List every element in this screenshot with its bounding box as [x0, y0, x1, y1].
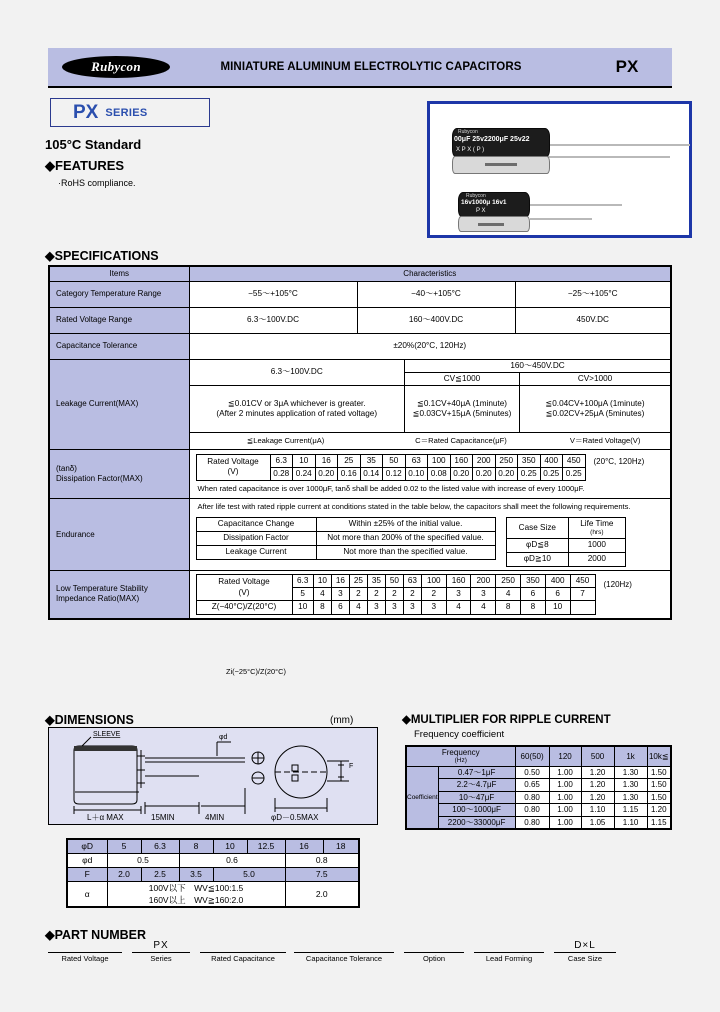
label-15min: 15MIN: [151, 813, 175, 822]
lowtemp-label-2: Impedance Ratio(MAX): [56, 594, 140, 604]
ripple-table: [405, 745, 672, 830]
tand-voltage: 200: [473, 454, 496, 467]
life-header-line1: Life Time: [580, 518, 614, 528]
endurance-criterion-name: Leakage Current: [196, 545, 316, 559]
tand-voltage: 16: [315, 454, 338, 467]
tand-voltage: 250: [495, 454, 518, 467]
lowtemp-z25: 2: [385, 588, 403, 601]
dimensions-unit: (mm): [330, 715, 354, 726]
leakage-cvle-2: ≦0.03CV+15μA (5minutes): [412, 408, 512, 418]
specifications-heading: ◆SPECIFICATIONS: [45, 249, 159, 263]
lowtemp-z40: 4: [349, 601, 367, 614]
life-case-size: φD≧10: [506, 552, 569, 566]
lowtemp-voltage: 100: [421, 574, 446, 587]
lowtemp-z25: 4: [313, 588, 331, 601]
table-row: [190, 386, 671, 432]
dim-phid: 0.5: [107, 853, 179, 867]
ripple-col: 60(50): [515, 746, 549, 766]
lowtemp-z25: 2: [349, 588, 367, 601]
tand-value: 0.12: [383, 467, 406, 480]
dim-alpha-text-2: 160V以上 WV≧160:2.0: [148, 894, 244, 905]
lowtemp-z40: 8: [521, 601, 546, 614]
ripple-value: 1.50: [647, 779, 671, 792]
lowtemp-z40: 4: [471, 601, 496, 614]
table-row: [49, 333, 671, 359]
dim-F: 2.5: [141, 867, 179, 881]
table-row: [506, 538, 625, 552]
endurance-criterion-name: Capacitance Change: [196, 517, 316, 531]
pn-code: PX: [132, 940, 190, 953]
dim-phiD: 6.3: [141, 839, 179, 853]
dim-phiD: 10: [213, 839, 247, 853]
table-row: [506, 552, 625, 566]
tand-value: 0.20: [450, 467, 473, 480]
tand-row-header-2: (V): [227, 467, 239, 477]
dim-row-label-phid: φd: [67, 853, 107, 867]
dim-F: 7.5: [285, 867, 359, 881]
tand-value: 0.25: [518, 467, 541, 480]
ripple-value: 1.00: [549, 791, 581, 804]
pn-code: ＿: [294, 940, 394, 953]
label-f: F: [349, 763, 354, 770]
pn-label: Option: [422, 954, 446, 963]
leakage-legend-2: C＝Rated Capacitance(μF): [415, 435, 507, 445]
ripple-corner-1: Frequency: [441, 748, 480, 758]
leakage-subtable: [190, 360, 671, 432]
ripple-value: 0.50: [515, 766, 549, 779]
leakage-group-low: 6.3～100V.DC: [190, 360, 405, 386]
row-label-tand: [49, 449, 189, 499]
ripple-corner-2: (Hz): [454, 757, 467, 765]
lowtemp-z40: 3: [385, 601, 403, 614]
ripple-subheading: Frequency coefficient: [414, 729, 505, 740]
table-row: [49, 359, 671, 432]
cap2-lead-1: [530, 204, 622, 206]
table-row: [406, 766, 671, 779]
ripple-col: 1k: [614, 746, 647, 766]
label-phi-d-small: φd: [219, 734, 228, 741]
pn-segment: [404, 940, 464, 963]
tand-voltage: 35: [360, 454, 383, 467]
lowtemp-voltage: 63: [403, 574, 421, 587]
ripple-value: 1.15: [614, 804, 647, 817]
lowtemp-voltage: 50: [385, 574, 403, 587]
ripple-value: 1.00: [549, 766, 581, 779]
dim-row-label-alpha: α: [67, 881, 107, 907]
tand-voltage: 25: [338, 454, 361, 467]
series-badge: [50, 98, 210, 127]
ripple-col: 500: [581, 746, 614, 766]
cap1-line1: 00μF 25v2200μF 25v22: [454, 136, 530, 143]
cap1-brand: Rubycon: [458, 129, 478, 135]
tand-value: 0.20: [473, 467, 496, 480]
dim-alpha-text-1: 100V以下 WV≦100:1.5: [148, 882, 244, 893]
lowtemp-z40: 3: [367, 601, 385, 614]
row-label-cap-tolerance: Capacitance Tolerance: [49, 333, 189, 359]
lowtemp-z25: 2: [421, 588, 446, 601]
endurance-criterion-value: Within ±25% of the initial value.: [316, 517, 495, 531]
lowtemp-voltage: 16: [331, 574, 349, 587]
tand-value: 0.14: [360, 467, 383, 480]
ripple-value: 1.20: [647, 804, 671, 817]
dim-alpha-value: 2.0: [285, 881, 359, 907]
rated-voltage-v3: 450V.DC: [515, 307, 671, 333]
lowtemp-z40: 8: [313, 601, 331, 614]
cap2-vent: [478, 223, 504, 226]
dim-phiD: 8: [179, 839, 213, 853]
leakage-cvgt-values: [520, 386, 671, 432]
table-row: [67, 881, 359, 907]
tand-voltage: 50: [383, 454, 406, 467]
dim-F: 3.5: [179, 867, 213, 881]
ripple-value: 1.30: [614, 766, 647, 779]
table-row: [406, 816, 671, 829]
tand-value: 0.25: [563, 467, 586, 480]
lowtemp-voltage: 25: [349, 574, 367, 587]
ripple-value: 1.20: [581, 779, 614, 792]
label-phi-d-max: φD－0.5MAX: [271, 813, 319, 822]
ripple-side-label: Coefficient: [406, 766, 438, 829]
table-row: [196, 545, 495, 559]
tand-value: 0.28: [270, 467, 293, 480]
dim-phiD: 18: [323, 839, 359, 853]
table-row: [49, 499, 671, 571]
lowtemp-z25-label: Zi(−25°C)/Z(20°C): [226, 667, 286, 676]
specifications-table: [48, 265, 672, 620]
ripple-range: 2200～33000μF: [438, 816, 515, 829]
ripple-value: 1.00: [549, 779, 581, 792]
ripple-corner: [406, 746, 515, 766]
pn-segment: [554, 940, 616, 963]
table-row: [67, 839, 359, 853]
table-row: [49, 570, 671, 618]
header-title: MINIATURE ALUMINUM ELECTROLYTIC CAPACITORS: [220, 61, 522, 73]
ripple-col: 10k≦: [647, 746, 671, 766]
row-label-leakage: Leakage Current(MAX): [49, 359, 189, 449]
lowtemp-label-1: Low Temperature Stability: [56, 584, 148, 594]
lowtemp-z25: 2: [403, 588, 421, 601]
table-row: [196, 574, 595, 587]
ripple-value: 1.00: [549, 816, 581, 829]
cat-temp-v2: −40～+105°C: [357, 281, 515, 307]
dim-phid: 0.8: [285, 853, 359, 867]
temperature-standard: 105°C Standard: [45, 137, 142, 152]
ripple-value: 0.80: [515, 804, 549, 817]
lowtemp-voltage: 160: [446, 574, 471, 587]
pn-code: ＿＿＿: [404, 940, 464, 953]
ripple-range: 2.2～4.7μF: [438, 779, 515, 792]
tand-voltage: 160: [450, 454, 473, 467]
life-header-line2: (hrs): [590, 528, 604, 536]
cap1-line2: X P X ( P ): [456, 147, 485, 153]
label-4min: 4MIN: [205, 813, 225, 822]
tand-label-1: (tanδ): [56, 463, 77, 473]
table-row: [67, 867, 359, 881]
leakage-group-high: 160～450V.DC: [405, 360, 671, 373]
product-photo: [427, 101, 692, 238]
tand-row-header: [196, 454, 270, 481]
lowtemp-voltage: 400: [545, 574, 570, 587]
lowtemp-z25: 6: [545, 588, 570, 601]
ripple-value: 1.20: [581, 791, 614, 804]
life-header-life-time: [569, 517, 625, 538]
table-row: [190, 436, 671, 445]
lowtemp-z40: 10: [292, 601, 313, 614]
ripple-value: 1.10: [614, 816, 647, 829]
page-header: [48, 48, 672, 88]
tand-voltage: 450: [563, 454, 586, 467]
table-row: [406, 791, 671, 804]
dim-alpha-conditions: [107, 881, 285, 907]
tand-value: 0.24: [293, 467, 316, 480]
tand-value: 0.10: [405, 467, 428, 480]
lowtemp-z40: 6: [331, 601, 349, 614]
leakage-low-text-1: ≦0.01CV or 3μA whichever is greater.: [227, 398, 366, 408]
table-row: [196, 454, 585, 467]
series-word: SERIES: [105, 106, 148, 119]
lowtemp-z40: 4: [446, 601, 471, 614]
table-row: [49, 281, 671, 307]
leakage-cvgt-2: ≦0.02CV+25μA (5minutes): [545, 408, 645, 418]
pn-label: Rated Voltage: [61, 954, 109, 963]
ripple-value: 1.50: [647, 766, 671, 779]
label-sleeve: SLEEVE: [93, 731, 121, 738]
lowtemp-voltage: 6.3: [292, 574, 313, 587]
life-hours: 1000: [569, 538, 625, 552]
table-row: [67, 853, 359, 867]
row-label-lowtemp: [49, 570, 189, 618]
ripple-value: 1.30: [614, 779, 647, 792]
leakage-cv-gt: CV>1000: [520, 372, 671, 385]
ripple-value: 1.20: [581, 766, 614, 779]
part-number-diagram: [48, 940, 672, 970]
rated-voltage-v2: 160～400V.DC: [357, 307, 515, 333]
lowtemp-z40: 3: [403, 601, 421, 614]
col-items: Items: [49, 266, 189, 281]
pn-label: Lead Forming: [485, 954, 533, 963]
table-row: [406, 779, 671, 792]
dim-phiD: 16: [285, 839, 323, 853]
dim-row-label-phiD: φD: [67, 839, 107, 853]
col-characteristics: Characteristics: [189, 266, 671, 281]
lowtemp-z40: 3: [421, 601, 446, 614]
cap2-line1: 16v1000μ 16v1: [461, 199, 507, 206]
endurance-criterion-value: Not more than 200% of the specified value.: [316, 531, 495, 545]
pn-segment: [132, 940, 190, 963]
table-row: [190, 360, 671, 373]
dimensions-table: [66, 838, 360, 908]
tand-voltage: 400: [540, 454, 563, 467]
lowtemp-z25: 6: [521, 588, 546, 601]
label-length: L＋α MAX: [87, 813, 124, 822]
ripple-range: 0.47～1μF: [438, 766, 515, 779]
lowtemp-condition: (120Hz): [603, 579, 632, 589]
pn-segment: [48, 940, 122, 963]
table-row: [506, 517, 625, 538]
dim-phiD: 5: [107, 839, 141, 853]
lowtemp-z40: 8: [496, 601, 521, 614]
tand-voltage: 10: [293, 454, 316, 467]
tand-voltage: 350: [518, 454, 541, 467]
dim-row-label-F: F: [67, 867, 107, 881]
lowtemp-z40: 10: [545, 601, 570, 614]
lowtemp-table: [196, 574, 596, 615]
pn-segment: [200, 940, 286, 963]
row-label-endurance: Endurance: [49, 499, 189, 571]
lowtemp-z25: 4: [496, 588, 521, 601]
dimensions-heading: ◆DIMENSIONS: [45, 713, 134, 727]
tand-note: When rated capacitance is over 1000μF, tanδ shall be added 0.02 to the listed value with increase of every 1000μF.: [197, 484, 585, 493]
dim-phid: 0.6: [179, 853, 285, 867]
lowtemp-voltage: 200: [471, 574, 496, 587]
ripple-range: 10～47μF: [438, 791, 515, 804]
tand-value: 0.20: [495, 467, 518, 480]
table-row: [406, 804, 671, 817]
table-row: [196, 531, 495, 545]
lowtemp-z40: [570, 601, 595, 614]
leakage-legend-3: V＝Rated Voltage(V): [569, 435, 641, 445]
tand-voltage: 63: [405, 454, 428, 467]
table-row: [406, 746, 671, 766]
table-row: [49, 307, 671, 333]
endurance-criterion-value: Not more than the specified value.: [316, 545, 495, 559]
tand-voltage: 6.3: [270, 454, 293, 467]
table-row: [196, 517, 495, 531]
part-number-heading: ◆PART NUMBER: [45, 928, 147, 942]
ripple-range: 100～1000μF: [438, 804, 515, 817]
life-hours: 2000: [569, 552, 625, 566]
leakage-low-text-2: (After 2 minutes application of rated voltage): [216, 408, 378, 418]
cap2-line2: P X: [476, 208, 486, 214]
leakage-low-text: [190, 386, 405, 432]
tand-condition: (20°C, 120Hz): [593, 456, 645, 466]
pn-label: Case Size: [567, 954, 603, 963]
lowtemp-voltage: 35: [367, 574, 385, 587]
dim-F: 5.0: [213, 867, 285, 881]
ripple-value: 1.30: [614, 791, 647, 804]
table-row: [49, 266, 671, 281]
pn-segment: [474, 940, 544, 963]
table-row: [49, 449, 671, 499]
dim-phiD: 12.5: [247, 839, 285, 853]
leakage-cv-le: CV≦1000: [405, 372, 520, 385]
lowtemp-voltage: 250: [496, 574, 521, 587]
lowtemp-z25: 3: [331, 588, 349, 601]
dim-F: 2.0: [107, 867, 141, 881]
table-row: [196, 601, 595, 614]
ripple-value: 1.15: [647, 816, 671, 829]
cap-tolerance-value: ±20%(20°C, 120Hz): [189, 333, 671, 359]
ripple-col: 120: [549, 746, 581, 766]
feature-item-rohs: ·RoHS compliance.: [58, 178, 136, 188]
endurance-criterion-name: Dissipation Factor: [196, 531, 316, 545]
rubycon-logo: Rubycon: [62, 56, 170, 78]
leakage-cvgt-1: ≦0.04CV+100μA (1minute): [545, 398, 645, 408]
ripple-value: 1.05: [581, 816, 614, 829]
lowtemp-z25: 2: [367, 588, 385, 601]
tand-value: 0.25: [540, 467, 563, 480]
ripple-heading: ◆MULTIPLIER FOR RIPPLE CURRENT: [402, 714, 611, 726]
pn-code: ＿＿: [474, 940, 544, 953]
lowtemp-z25: 3: [446, 588, 471, 601]
cap2-lead-2: [530, 218, 592, 220]
tand-label-2: Dissipation Factor(MAX): [56, 473, 143, 483]
cap2-brand: Rubycon: [466, 193, 486, 199]
tand-value: 0.20: [315, 467, 338, 480]
header-series-code: PX: [615, 57, 639, 76]
pn-label: Series: [150, 954, 172, 963]
ripple-value: 1.50: [647, 791, 671, 804]
dimensions-drawing: [48, 727, 378, 825]
row-label-rated-voltage: Rated Voltage Range: [49, 307, 189, 333]
ripple-value: 1.00: [549, 804, 581, 817]
cat-temp-v1: −55～+105°C: [189, 281, 357, 307]
features-heading: ◆FEATURES: [45, 158, 125, 173]
lowtemp-voltage: 10: [313, 574, 331, 587]
lowtemp-voltage: 450: [570, 574, 595, 587]
ripple-value: 0.80: [515, 791, 549, 804]
capacitor-drawing-svg: [49, 728, 377, 824]
pn-code: D×L: [554, 940, 616, 953]
tand-value: 0.16: [338, 467, 361, 480]
cap1-lead-1: [548, 144, 690, 146]
tand-table: [196, 454, 586, 482]
rated-voltage-v1: 6.3～100V.DC: [189, 307, 357, 333]
lowtemp-row-header: [196, 574, 292, 601]
life-case-size: φD≦8: [506, 538, 569, 552]
pn-code: ＿＿＿＿: [48, 940, 122, 953]
series-name: PX: [73, 101, 99, 123]
cap1-vent: [485, 163, 517, 166]
lowtemp-voltage: 350: [521, 574, 546, 587]
pn-label: Capacitance Tolerance: [305, 954, 383, 963]
ripple-value: 0.80: [515, 816, 549, 829]
pn-code: ＿＿＿＿＿: [200, 940, 286, 953]
lowtemp-z25: 3: [471, 588, 496, 601]
leakage-legend-1: ≦Leakage Current(μA): [246, 435, 325, 445]
row-label-category-temp: Category Temperature Range: [49, 281, 189, 307]
lowtemp-row-header-1: Rated Voltage: [218, 577, 270, 587]
life-time-table: [506, 517, 626, 567]
lowtemp-row-header-2: (V): [238, 587, 250, 597]
life-header-case-size: Case Size: [506, 517, 569, 538]
ripple-value: 0.65: [515, 779, 549, 792]
cap1-lead-2: [548, 156, 670, 158]
pn-label: Rated Capacitance: [211, 954, 275, 963]
lowtemp-z25: 5: [292, 588, 313, 601]
endurance-intro: After life test with rated ripple current at conditions stated in the table below, the capacitors shall meet the following requirements.: [197, 502, 631, 512]
leakage-cvle-values: [405, 386, 520, 432]
leakage-cvle-1: ≦0.1CV+40μA (1minute): [416, 398, 508, 408]
tand-voltage: 100: [428, 454, 451, 467]
lowtemp-z40-label: Z(−40°C)/Z(20°C): [196, 601, 292, 614]
tand-row-header-1: Rated Voltage: [207, 457, 259, 466]
lowtemp-z25: 7: [570, 588, 595, 601]
ripple-value: 1.10: [581, 804, 614, 817]
pn-segment: [294, 940, 394, 963]
cat-temp-v3: −25～+105°C: [515, 281, 671, 307]
tand-value: 0.08: [428, 467, 451, 480]
endurance-criteria-table: [196, 517, 496, 560]
